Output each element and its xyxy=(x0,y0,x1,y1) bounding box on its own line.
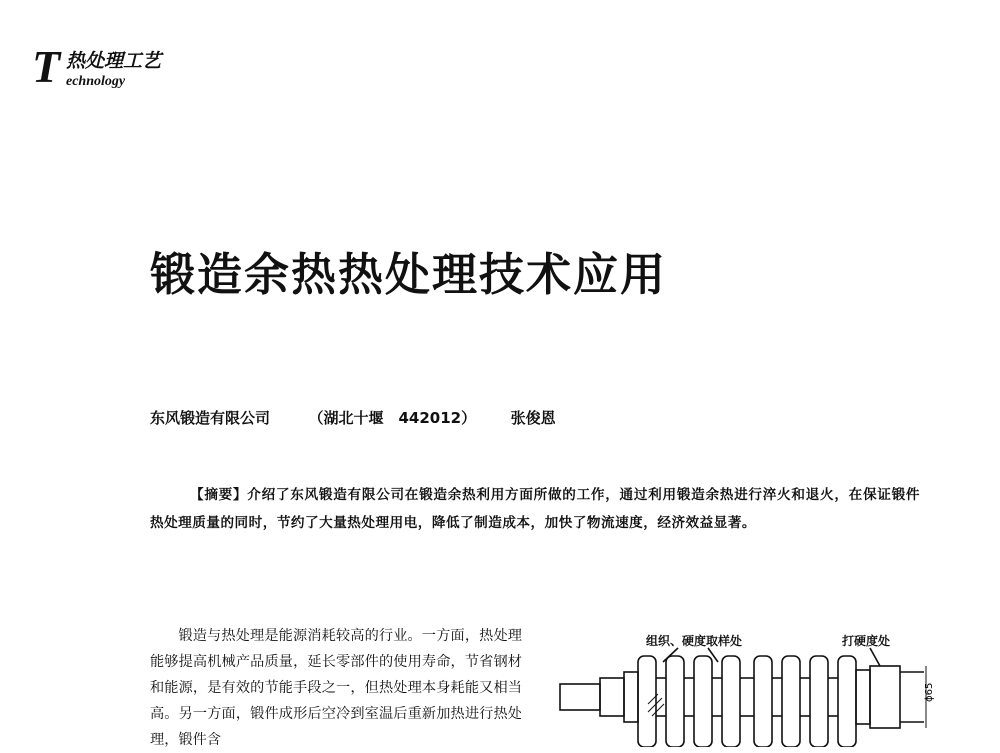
section-title-en: echnology xyxy=(66,74,126,89)
dimension-label: ϕ65 xyxy=(924,682,935,702)
article-title: 锻造余热热处理技术应用 xyxy=(150,248,668,301)
figure-label-sampling: 组织、硬度取样处 xyxy=(646,634,743,648)
abstract-label: 【摘要】 xyxy=(190,487,248,503)
author-line xyxy=(150,408,556,428)
author-name: 张俊恩 xyxy=(510,409,556,427)
abstract xyxy=(150,481,920,537)
header-letter: T xyxy=(32,41,61,92)
body-paragraph: 锻造与热处理是能源消耗较高的行业。一方面，热处理能够提高机械产品质量，延长零部件的使用寿命，节省钢材和能源，是有效的节能手段之一，但热处理本身耗能又相当高。另一方面，锻件成形后空冷到室温后重新加热进行热处理，锻件含 xyxy=(150,628,522,748)
journal-header xyxy=(32,41,232,98)
affiliation: 东风锻造有限公司 xyxy=(150,409,271,427)
address: （湖北十堰 442012） xyxy=(308,409,477,427)
crankshaft-figure xyxy=(548,620,948,747)
figure-label-hardness: 打硬度处 xyxy=(842,634,891,648)
section-title-cn: 热处理工艺 xyxy=(66,50,162,72)
abstract-text: 介绍了东风锻造有限公司在锻造余热利用方面所做的工作，通过利用锻造余热进行淬火和退火，在保证锻件热处理质量的同时，节约了大量热处理用电，降低了制造成本，加快了物流速度，经济效益显著。 xyxy=(150,487,921,531)
